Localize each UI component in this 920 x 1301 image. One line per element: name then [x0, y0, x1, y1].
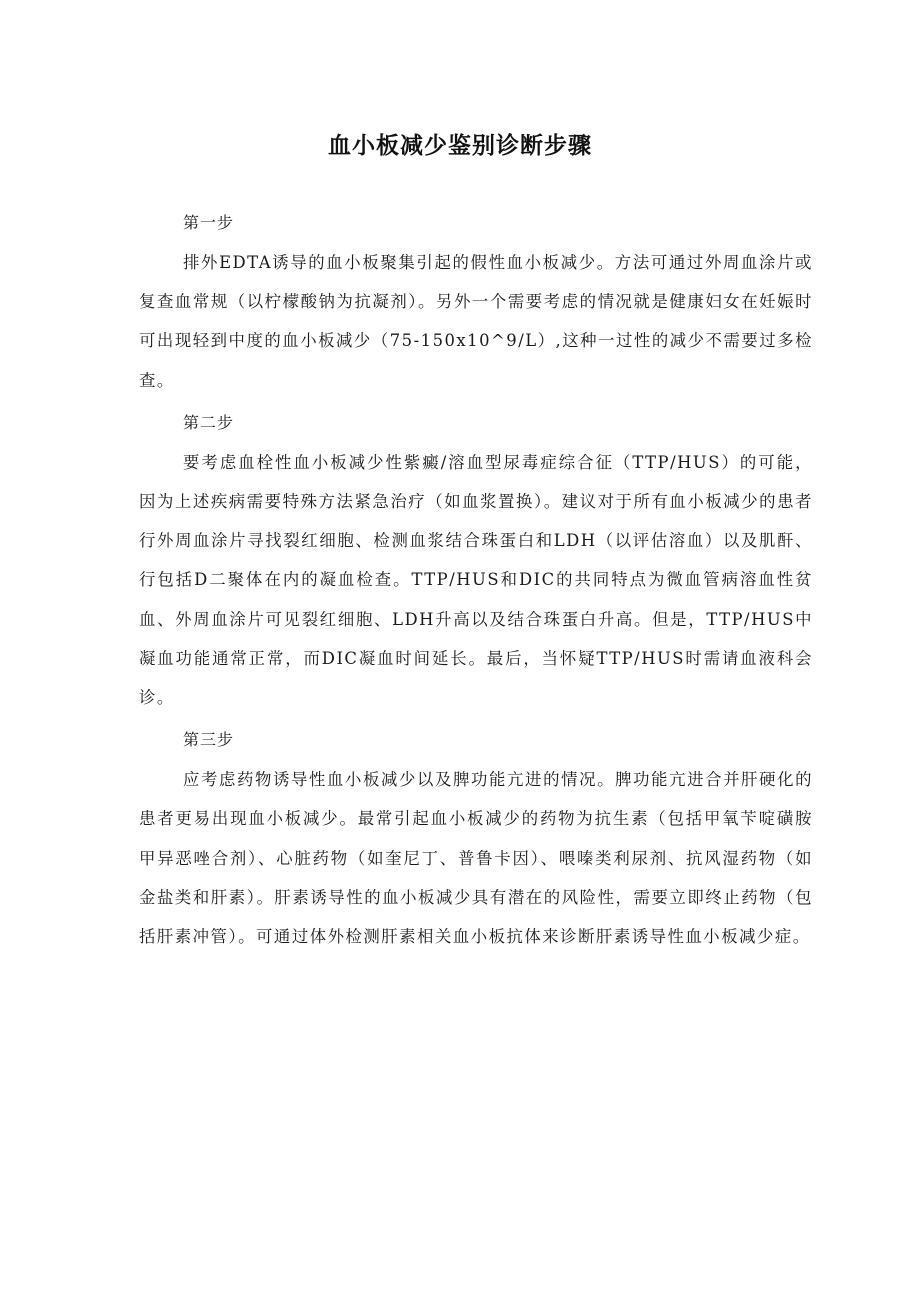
step-3-heading: 第三步	[183, 730, 235, 750]
step-2-paragraph: 要考虑血栓性血小板减少性紫癜/溶血型尿毒症综合征（TTP/HUS）的可能，因为上述疾病需要特殊方法紧急治疗（如血浆置换）。建议对于所有血小板减少的患者行外周血涂片寻找裂红细胞、检测血浆结合珠蛋白和LDH（以评估溶血）以及肌酐、行包括D二聚体在内的凝血检查。TTP/HUS和DIC的共同特点为微血管病溶血性贫血、外周血涂片可见裂红细胞、LDH升高以及结合珠蛋白升高。但是，TTP/HUS中凝血功能通常正常，而DIC凝血时间延长。最后，当怀疑TTP/HUS时需请血液科会诊。	[139, 452, 813, 708]
step-3-paragraph: 应考虑药物诱导性血小板减少以及脾功能亢进的情况。脾功能亢进合并肝硬化的患者更易出现血小板减少。最常引起血小板减少的药物为抗生素（包括甲氧苄啶磺胺甲异恶唑合剂）、心脏药物（如奎尼丁、普鲁卡因）、喂嗪类利尿剂、抗风湿药物（如金盐类和肝素）。肝素诱导性的血小板减少具有潜在的风险性，需要立即终止药物（包括肝素冲管）。可通过体外检测肝素相关血小板抗体来诊断肝素诱导性血小板减少症。	[139, 770, 813, 947]
step-1-heading: 第一步	[183, 213, 235, 232]
document-body	[139, 203, 813, 959]
document-title: 血小板减少鉴别诊断步骤	[328, 133, 592, 160]
step-1-paragraph: 排外EDTA诱导的血小板聚集引起的假性血小板减少。方法可通过外周血涂片或复查血常规（以柠檬酸钠为抗凝剂）。另外一个需要考虑的情况就是健康妇女在妊娠时可出现轻到中度的血小板减少（75-150x10^9/L）,这种一过性的减少不需要过多检查。	[139, 253, 813, 390]
step-2-heading: 第二步	[183, 412, 235, 432]
